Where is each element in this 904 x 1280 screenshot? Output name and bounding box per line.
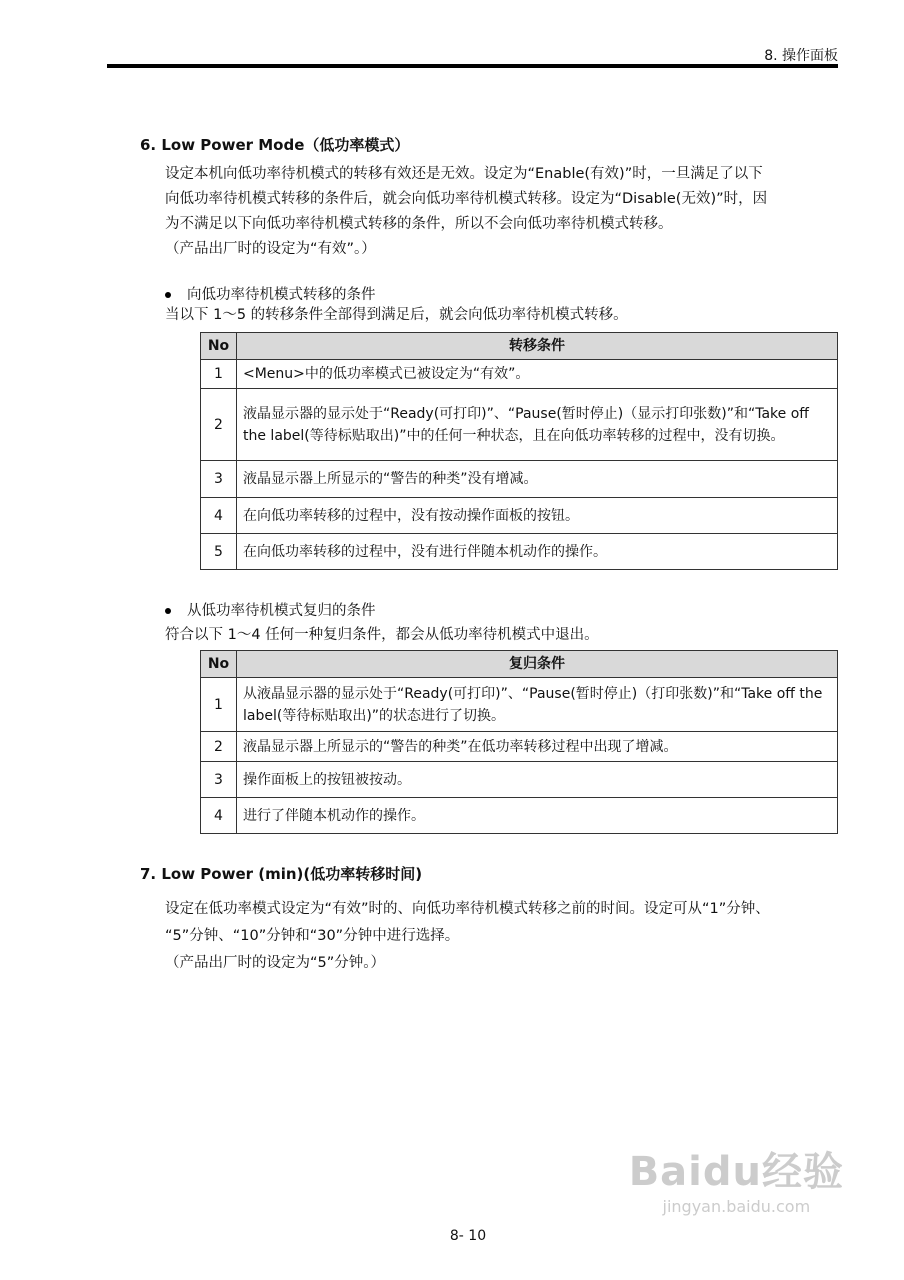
header-rule [107,64,838,68]
bullet-text: 向低功率待机模式转移的条件 [187,287,376,303]
table-row [201,360,838,389]
text-line: （产品出厂时的设定为“5”分钟。） [165,955,385,971]
row-no: 3 [201,762,237,798]
text-line: 设定在低功率模式设定为“有效”时的、向低功率待机模式转移之前的时间。设定可从“1”分钟、 [165,901,770,917]
row-no: 4 [201,498,237,534]
section-7-title: 7. Low Power (min)(低功率转移时间) [140,865,423,883]
page-number: 8- 10 [449,1228,487,1244]
table-row [201,732,838,762]
watermark-brand: Baidu经验 [628,1149,844,1195]
section-6-title: 6. Low Power Mode（低功率模式） [140,136,410,154]
text-line: 向低功率待机模式转移的条件后，就会向低功率待机模式转移。设定为“Disable(无效)”时，因 [165,191,768,207]
row-text: 液晶显示器上所显示的“警告的种类”在低功率转移过程中出现了增减。 [237,732,838,762]
row-text: 从液晶显示器的显示处于“Ready(可打印)”、“Pause(暂时停止)（打印张数)”和“Take off the label(等待标贴取出)”的状态进行了切换。 [237,678,838,732]
bullet-icon [165,608,171,614]
recovery-conditions-table [200,650,838,834]
chapter-header: 8. 操作面板 [764,48,838,64]
col-condition: 复归条件 [237,651,838,678]
text-line: 设定本机向低功率待机模式的转移有效还是无效。设定为“Enable(有效)”时，一旦满足了以下 [165,166,763,182]
text-line: （产品出厂时的设定为“有效”。） [165,241,376,257]
row-text: 在向低功率转移的过程中，没有进行伴随本机动作的操作。 [237,534,838,570]
col-condition: 转移条件 [237,333,838,360]
row-text: <Menu>中的低功率模式已被设定为“有效”。 [237,360,838,389]
watermark-url: jingyan.baidu.com [662,1197,811,1216]
row-no: 4 [201,798,237,834]
table-row [201,534,838,570]
bullet-item [165,283,376,304]
section-6-paragraph [165,162,845,262]
text-line: 为不满足以下向低功率待机模式转移的条件，所以不会向低功率待机模式转移。 [165,216,673,232]
table-row [201,678,838,732]
text-line: “5”分钟、“10”分钟和“30”分钟中进行选择。 [165,928,460,944]
row-no: 1 [201,678,237,732]
row-no: 1 [201,360,237,389]
bullet-item [165,599,376,620]
section-7-paragraph [165,896,845,977]
row-text: 液晶显示器的显示处于“Ready(可打印)”、“Pause(暂时停止)（显示打印张数)”和“Take off the label(等待标贴取出)”中的任何一种状态，且在向低功率转移的过程中，没有切换。 [237,389,838,461]
table-row [201,498,838,534]
table-row [201,461,838,498]
table-row [201,389,838,461]
row-text: 在向低功率转移的过程中，没有按动操作面板的按钮。 [237,498,838,534]
table2-intro: 符合以下 1～4 任何一种复归条件，都会从低功率待机模式中退出。 [165,627,599,643]
row-text: 液晶显示器上所显示的“警告的种类”没有增减。 [237,461,838,498]
table1-intro: 当以下 1～5 的转移条件全部得到满足后，就会向低功率待机模式转移。 [165,307,628,323]
row-no: 5 [201,534,237,570]
transition-conditions-table [200,332,838,570]
bullet-text: 从低功率待机模式复归的条件 [187,603,376,619]
row-no: 3 [201,461,237,498]
col-no: No [201,333,237,360]
row-text: 进行了伴随本机动作的操作。 [237,798,838,834]
row-no: 2 [201,732,237,762]
row-text: 操作面板上的按钮被按动。 [237,762,838,798]
table-row [201,762,838,798]
bullet-icon [165,292,171,298]
col-no: No [201,651,237,678]
baidu-watermark [629,1140,844,1216]
table-row [201,798,838,834]
row-no: 2 [201,389,237,461]
